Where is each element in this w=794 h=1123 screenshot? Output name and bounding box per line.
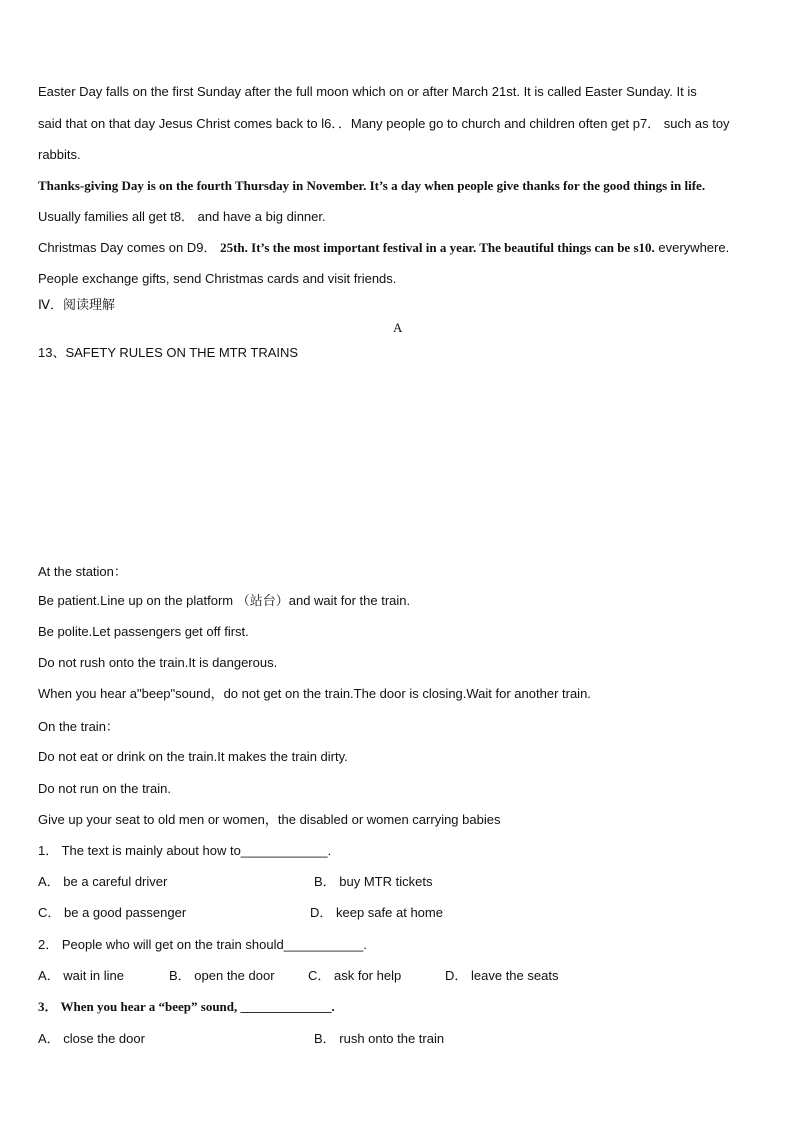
- option-d[interactable]: D． leave the seats: [445, 968, 559, 983]
- easter-line-1: Easter Day falls on the first Sunday after the full moon which on or after March 21st. It is called Easter Sunday. It is: [38, 84, 697, 99]
- station-rule-2: Be polite.Let passengers get off first.: [38, 624, 249, 639]
- option-b[interactable]: B． open the door: [169, 968, 275, 983]
- option-d[interactable]: D． keep safe at home: [310, 905, 443, 920]
- train-rule-1: Do not eat or drink on the train.It makes the train dirty.: [38, 749, 348, 764]
- option-a[interactable]: A． wait in line: [38, 968, 124, 983]
- christmas-line-2: People exchange gifts, send Christmas cards and visit friends.: [38, 271, 397, 286]
- option-c[interactable]: C． ask for help: [308, 968, 402, 983]
- thanksgiving-line-1: Thanks-giving Day is on the fourth Thursday in November. It’s a day when people give thanks for the good things in life.: [38, 178, 706, 193]
- question-stem: 3． When you hear a “beep” sound, ______________.: [38, 999, 335, 1014]
- station-heading: At the station：: [38, 564, 127, 579]
- section-heading: Ⅳ．阅读理解: [38, 297, 115, 312]
- station-rule-1: Be patient.Line up on the platform （站台）and wait for the train.: [38, 593, 411, 608]
- christmas-line-1-middle: 25th. It’s the most important festival in a year. The beautiful things can be s10.: [220, 240, 655, 255]
- christmas-line-1-start: Christmas Day comes on D9．: [38, 240, 217, 255]
- question-stem: 1． The text is mainly about how to____________.: [38, 843, 332, 858]
- train-rule-3: Give up your seat to old men or women，the disabled or women carrying babies: [38, 812, 501, 827]
- passage-title: 13、SAFETY RULES ON THE MTR TRAINS: [38, 345, 299, 360]
- thanksgiving-line-2: Usually families all get t8． and have a big dinner.: [38, 209, 326, 224]
- option-c[interactable]: C． be a good passenger: [38, 905, 187, 920]
- christmas-line-1-end: everywhere.: [658, 240, 730, 255]
- station-rule-3: Do not rush onto the train.It is dangerous.: [38, 655, 278, 670]
- part-label: A: [393, 320, 403, 335]
- question-stem: 2． People who will get on the train should___________.: [38, 937, 367, 952]
- option-a[interactable]: A． be a careful driver: [38, 874, 168, 889]
- option-b[interactable]: B． rush onto the train: [314, 1031, 445, 1046]
- station-rule-4: When you hear a"beep"sound，do not get on the train.The door is closing.Wait for another train.: [38, 686, 591, 701]
- option-b[interactable]: B． buy MTR tickets: [314, 874, 433, 889]
- easter-line-3: rabbits.: [38, 147, 81, 162]
- train-rule-2: Do not run on the train.: [38, 781, 171, 796]
- train-heading: On the train：: [38, 719, 119, 734]
- easter-line-2: said that on that day Jesus Christ comes back to l6．．Many people go to church and children often get p7． such as toy: [38, 116, 730, 131]
- option-a[interactable]: A． close the door: [38, 1031, 145, 1046]
- christmas-line-1: [38, 240, 729, 256]
